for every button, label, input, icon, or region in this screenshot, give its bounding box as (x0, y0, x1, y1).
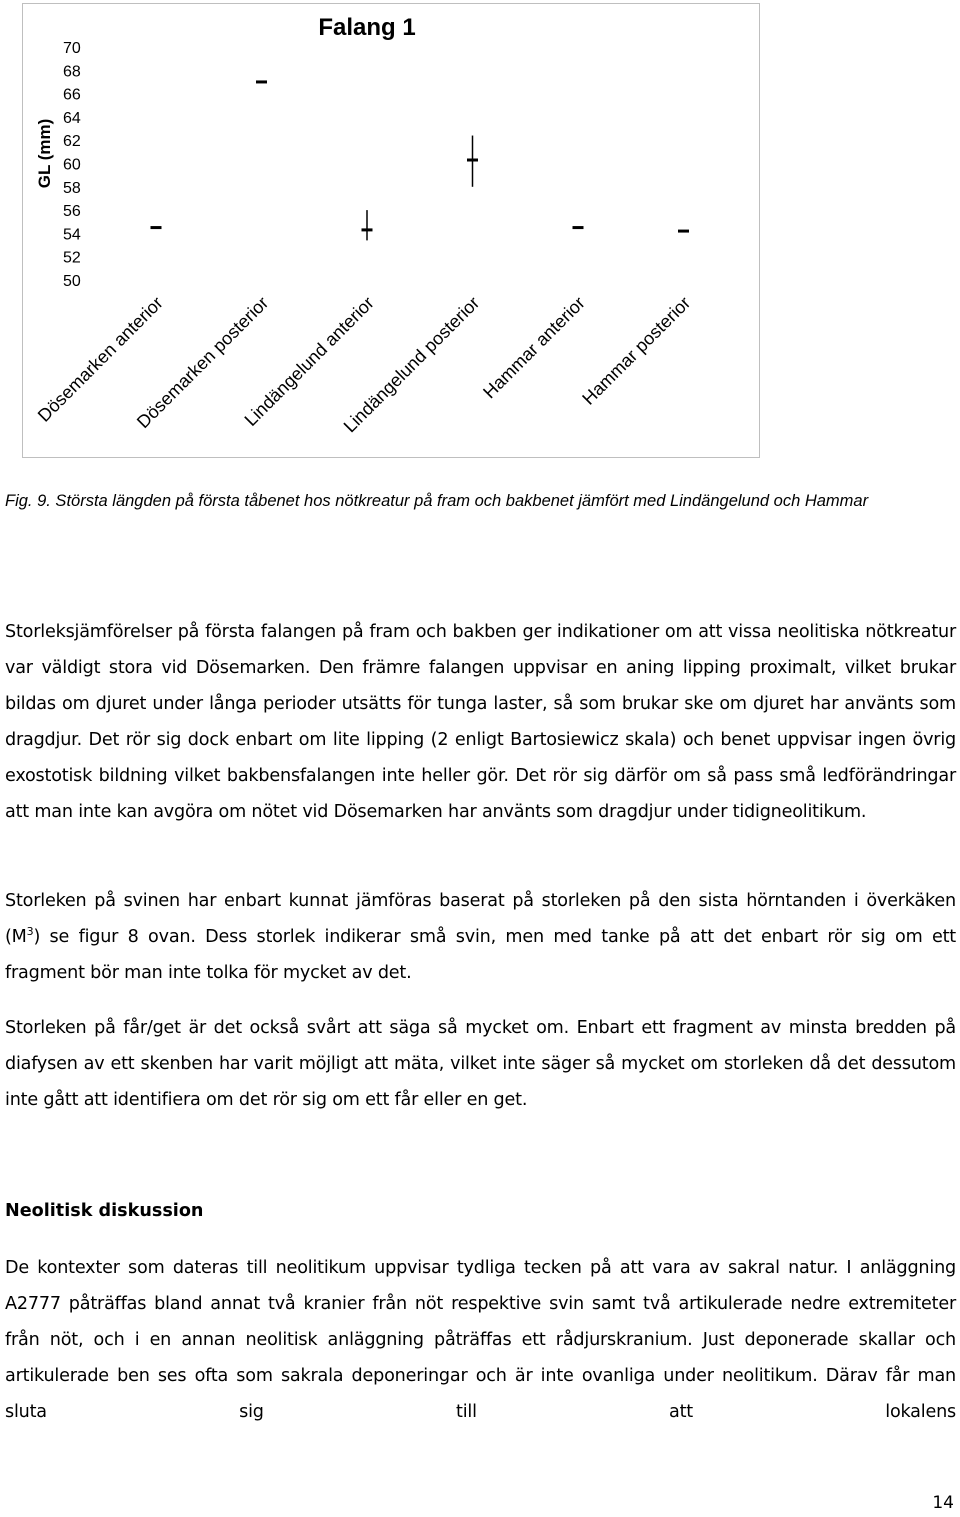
x-tick-label: Hammar posterior (578, 292, 695, 409)
paragraph-phalanx: Storleksjämförelser på första falangen på fram och bakben ger indikationer om att vissa neolitiska nötkreatur var väldigt stora vid Dösemarken. Den främre falangen uppvisar en aning lipping proximalt, vilket brukar bildas om djuret under långa perioder utsätts för tunga laster, så som brukar ske om djuret har använts som dragdjur. Det rör sig dock enbart om lite lipping (2 enligt Bartosiewicz skala) och benet uppvisar ingen övrig exostotisk bildning vilket bakbensfalangen inte heller gör. Det rör sig därför om så pass små ledförändringar att man inte kan avgöra om nötet vid Dösemarken har använts som dragdjur under tidigneolitikum. (5, 622, 956, 822)
y-tick-label: 56 (63, 203, 81, 221)
figure-caption: Fig. 9. Största längden på första tåbenet hos nötkreatur på fram och bakbenet jämfört med Lindängelund och Hammar (5, 492, 869, 510)
y-tick-label: 50 (63, 273, 81, 290)
x-tick-label: Lindängelund posterior (339, 292, 484, 437)
falang-chart (23, 4, 761, 459)
y-tick-label: 70 (63, 40, 81, 57)
page-number: 14 (932, 1493, 954, 1513)
y-tick-label: 64 (63, 109, 81, 127)
x-tick-label: Hammar anterior (479, 292, 589, 403)
chart-title: Falang 1 (318, 14, 416, 41)
paragraph-pigs-text-2: ) se figur 8 ovan. Dess storlek indikerar små svin, men med tanke på att det enbart rör sig om ett fragment bör man inte tolka för mycket av det. (5, 927, 956, 983)
paragraph-discussion: De kontexter som dateras till neolitikum uppvisar tydliga tecken på att vara av sakral natur. I anläggning A2777 påträffas bland annat två kranier från nöt respektive svin samt två artikulerade nedre extremiteter från nöt, och i en annan neolitisk anläggning påträffas ett rådjurskranium. Just deponerade skallar och artikulerade ben ses ofta som sakrala deponeringar och är inte ovanliga under neolitikum. Därav får man sluta sig till att lokalens (5, 1258, 956, 1422)
y-tick-label: 58 (63, 179, 81, 197)
x-tick-label: Dösemarken anterior (33, 292, 167, 426)
data-point (151, 226, 162, 229)
paragraph-sheep-goat: Storleken på får/get är det också svårt att säga så mycket om. Enbart ett fragment av minsta bredden på diafysen av ett skenben har varit möjligt att mäta, vilket inte säger så mycket om storleken då det dessutom inte gått att identifiera om det rör sig om ett får eller en get. (5, 1018, 956, 1110)
data-point (362, 228, 373, 231)
data-point (467, 159, 478, 162)
y-tick-label: 68 (63, 63, 81, 81)
y-tick-label: 52 (63, 249, 81, 267)
chart-container (22, 3, 760, 458)
data-point (573, 226, 584, 229)
y-tick-label: 60 (63, 156, 81, 174)
data-point (256, 80, 267, 83)
paragraph-pigs-text-1: Storleken på svinen har enbart kunnat jämföras baserat på storleken på den sista hörntanden i överkäken (M (5, 891, 956, 947)
x-tick-label: Lindängelund anterior (240, 292, 378, 430)
y-tick-label: 66 (63, 86, 81, 104)
y-tick-label: 54 (63, 226, 81, 244)
section-heading: Neolitisk diskussion (5, 1201, 204, 1221)
paragraph-pigs (5, 883, 956, 991)
y-axis-label: GL (mm) (35, 118, 54, 189)
paragraph-pigs-sup: 3 (26, 925, 34, 939)
data-point (678, 230, 689, 233)
y-tick-label: 62 (63, 133, 81, 151)
x-tick-label: Dösemarken posterior (132, 292, 273, 433)
